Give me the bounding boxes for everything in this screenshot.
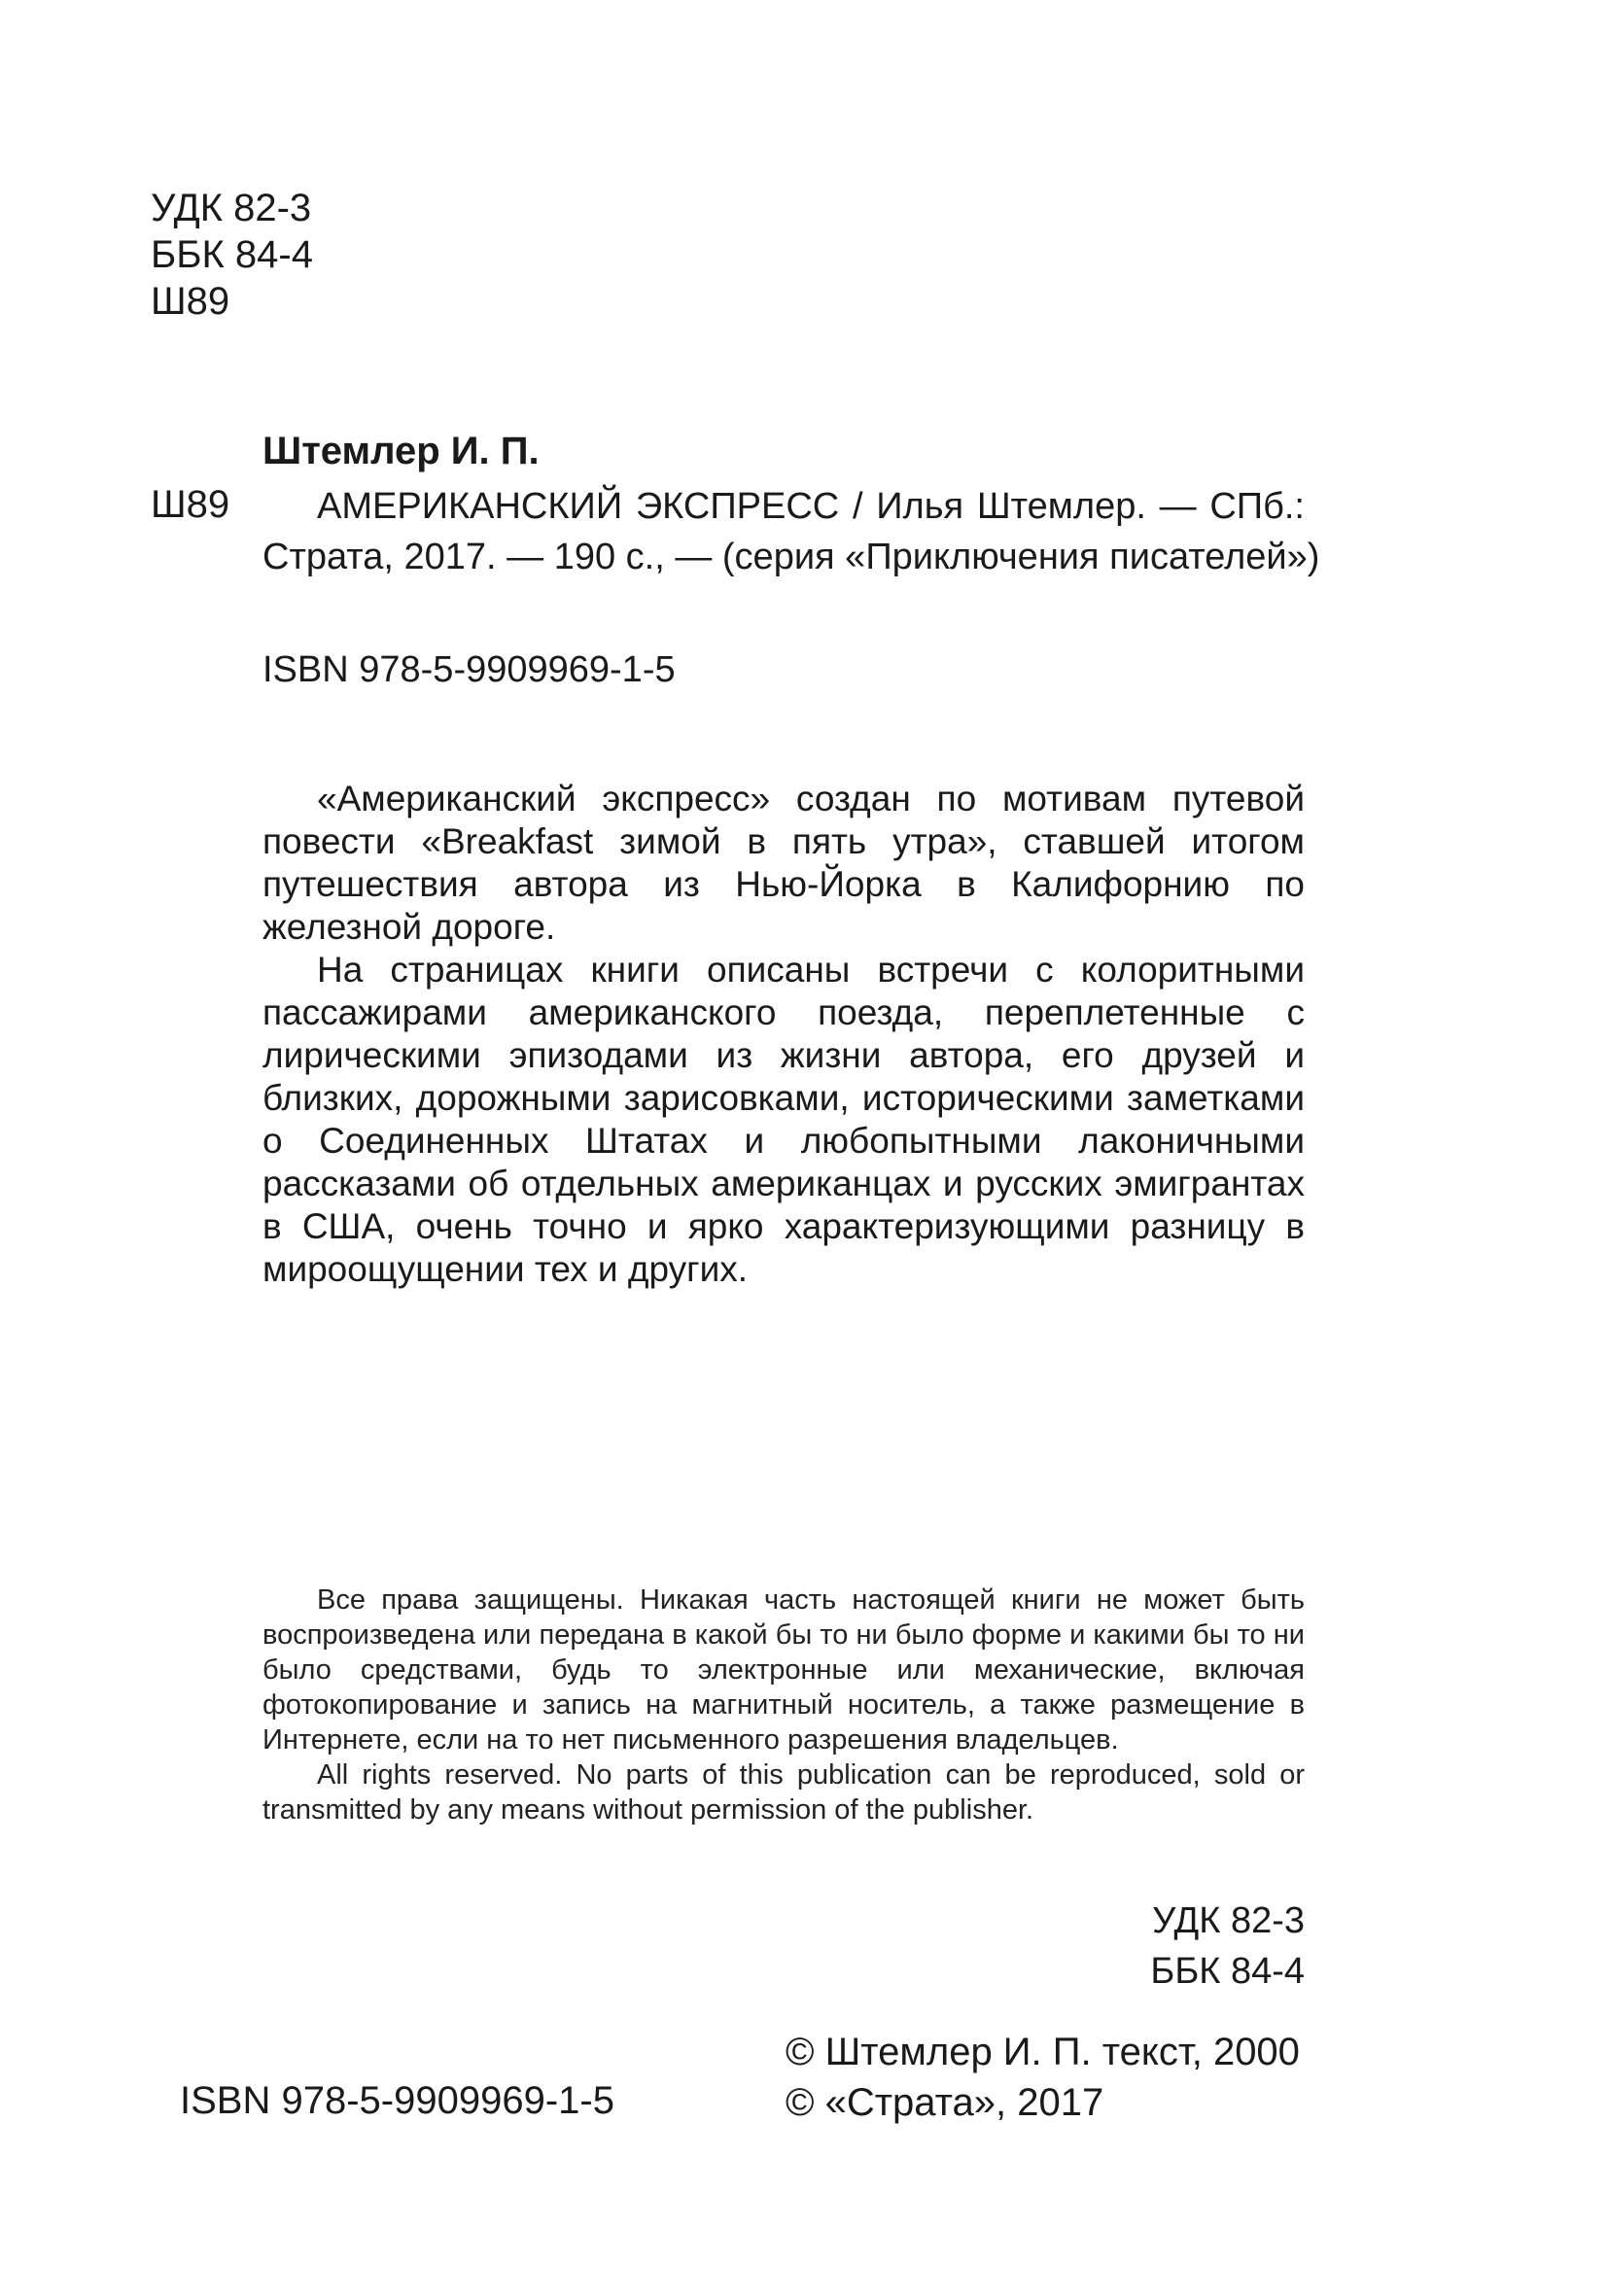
isbn: ISBN 978-5-9909969-1-5 <box>262 649 676 690</box>
bottom-classification <box>1150 1896 1305 1997</box>
rights-notice-ru: Все права защищены. Никакая часть настоящей книги не может быть воспроизведена или передана в какой бы то ни было форме и какими бы то ни было средствами, будь то электронные или механические, включая фотокопирование и запись на магнитный носитель, а также размещение в Интернете, если на то нет письменного разрешения владельцев. <box>262 1584 1305 1756</box>
copyright-publisher: © «Страта», 2017 <box>786 2081 1104 2124</box>
copyright-text: © Штемлер И. П. текст, 2000 <box>786 2031 1300 2073</box>
annotation <box>262 778 1305 1291</box>
rights-notice-en: All rights reserved. No parts of this publication can be reproduced, sold or transmitted by any means without permission of the publisher. <box>262 1759 1305 1826</box>
bibliographic-line-title: АМЕРИКАНСКИЙ ЭКСПРЕСС / Илья Штемлер. — СПб.: <box>317 486 1305 527</box>
copyright-block <box>786 2027 1300 2128</box>
annotation-paragraph: На страницах книги описаны встречи с колоритными пассажирами американского поезда, переплетенные с лирическими эпизодами из жизни автора, его друзей и близких, дорожными зарисовками, историческими заметками о Соединенных Штатах и любопытными лаконичными рассказами об отдельных американцах и русских эмигрантах в США, очень точно и ярко характеризующими разницу в мироощущении тех и других. <box>262 950 1305 1289</box>
bbk-code: ББК 84-4 <box>151 233 313 276</box>
classification-block <box>151 185 313 325</box>
entry-margin-code: Ш89 <box>151 483 230 526</box>
author-name: Штемлер И. П. <box>262 430 540 472</box>
bibliographic-description <box>262 481 1320 582</box>
bottom-udk-code: УДК 82-3 <box>1152 1900 1305 1941</box>
bibliographic-line-publisher: Страта, 2017. — 190 с., — (серия «Приключения писателей») <box>262 537 1320 577</box>
rights-notice <box>262 1583 1305 1827</box>
udk-code: УДК 82-3 <box>151 187 312 229</box>
bottom-bbk-code: ББК 84-4 <box>1150 1951 1305 1992</box>
annotation-paragraph: «Американский экспресс» создан по мотивам путевой повести «Breakfast зимой в пять утра», ставшей итогом путешествия автора из Нью-Йорка в Калифорнию по железной дороге. <box>262 779 1305 947</box>
bottom-isbn: ISBN 978-5-9909969-1-5 <box>180 2079 614 2122</box>
author-code: Ш89 <box>151 280 230 323</box>
